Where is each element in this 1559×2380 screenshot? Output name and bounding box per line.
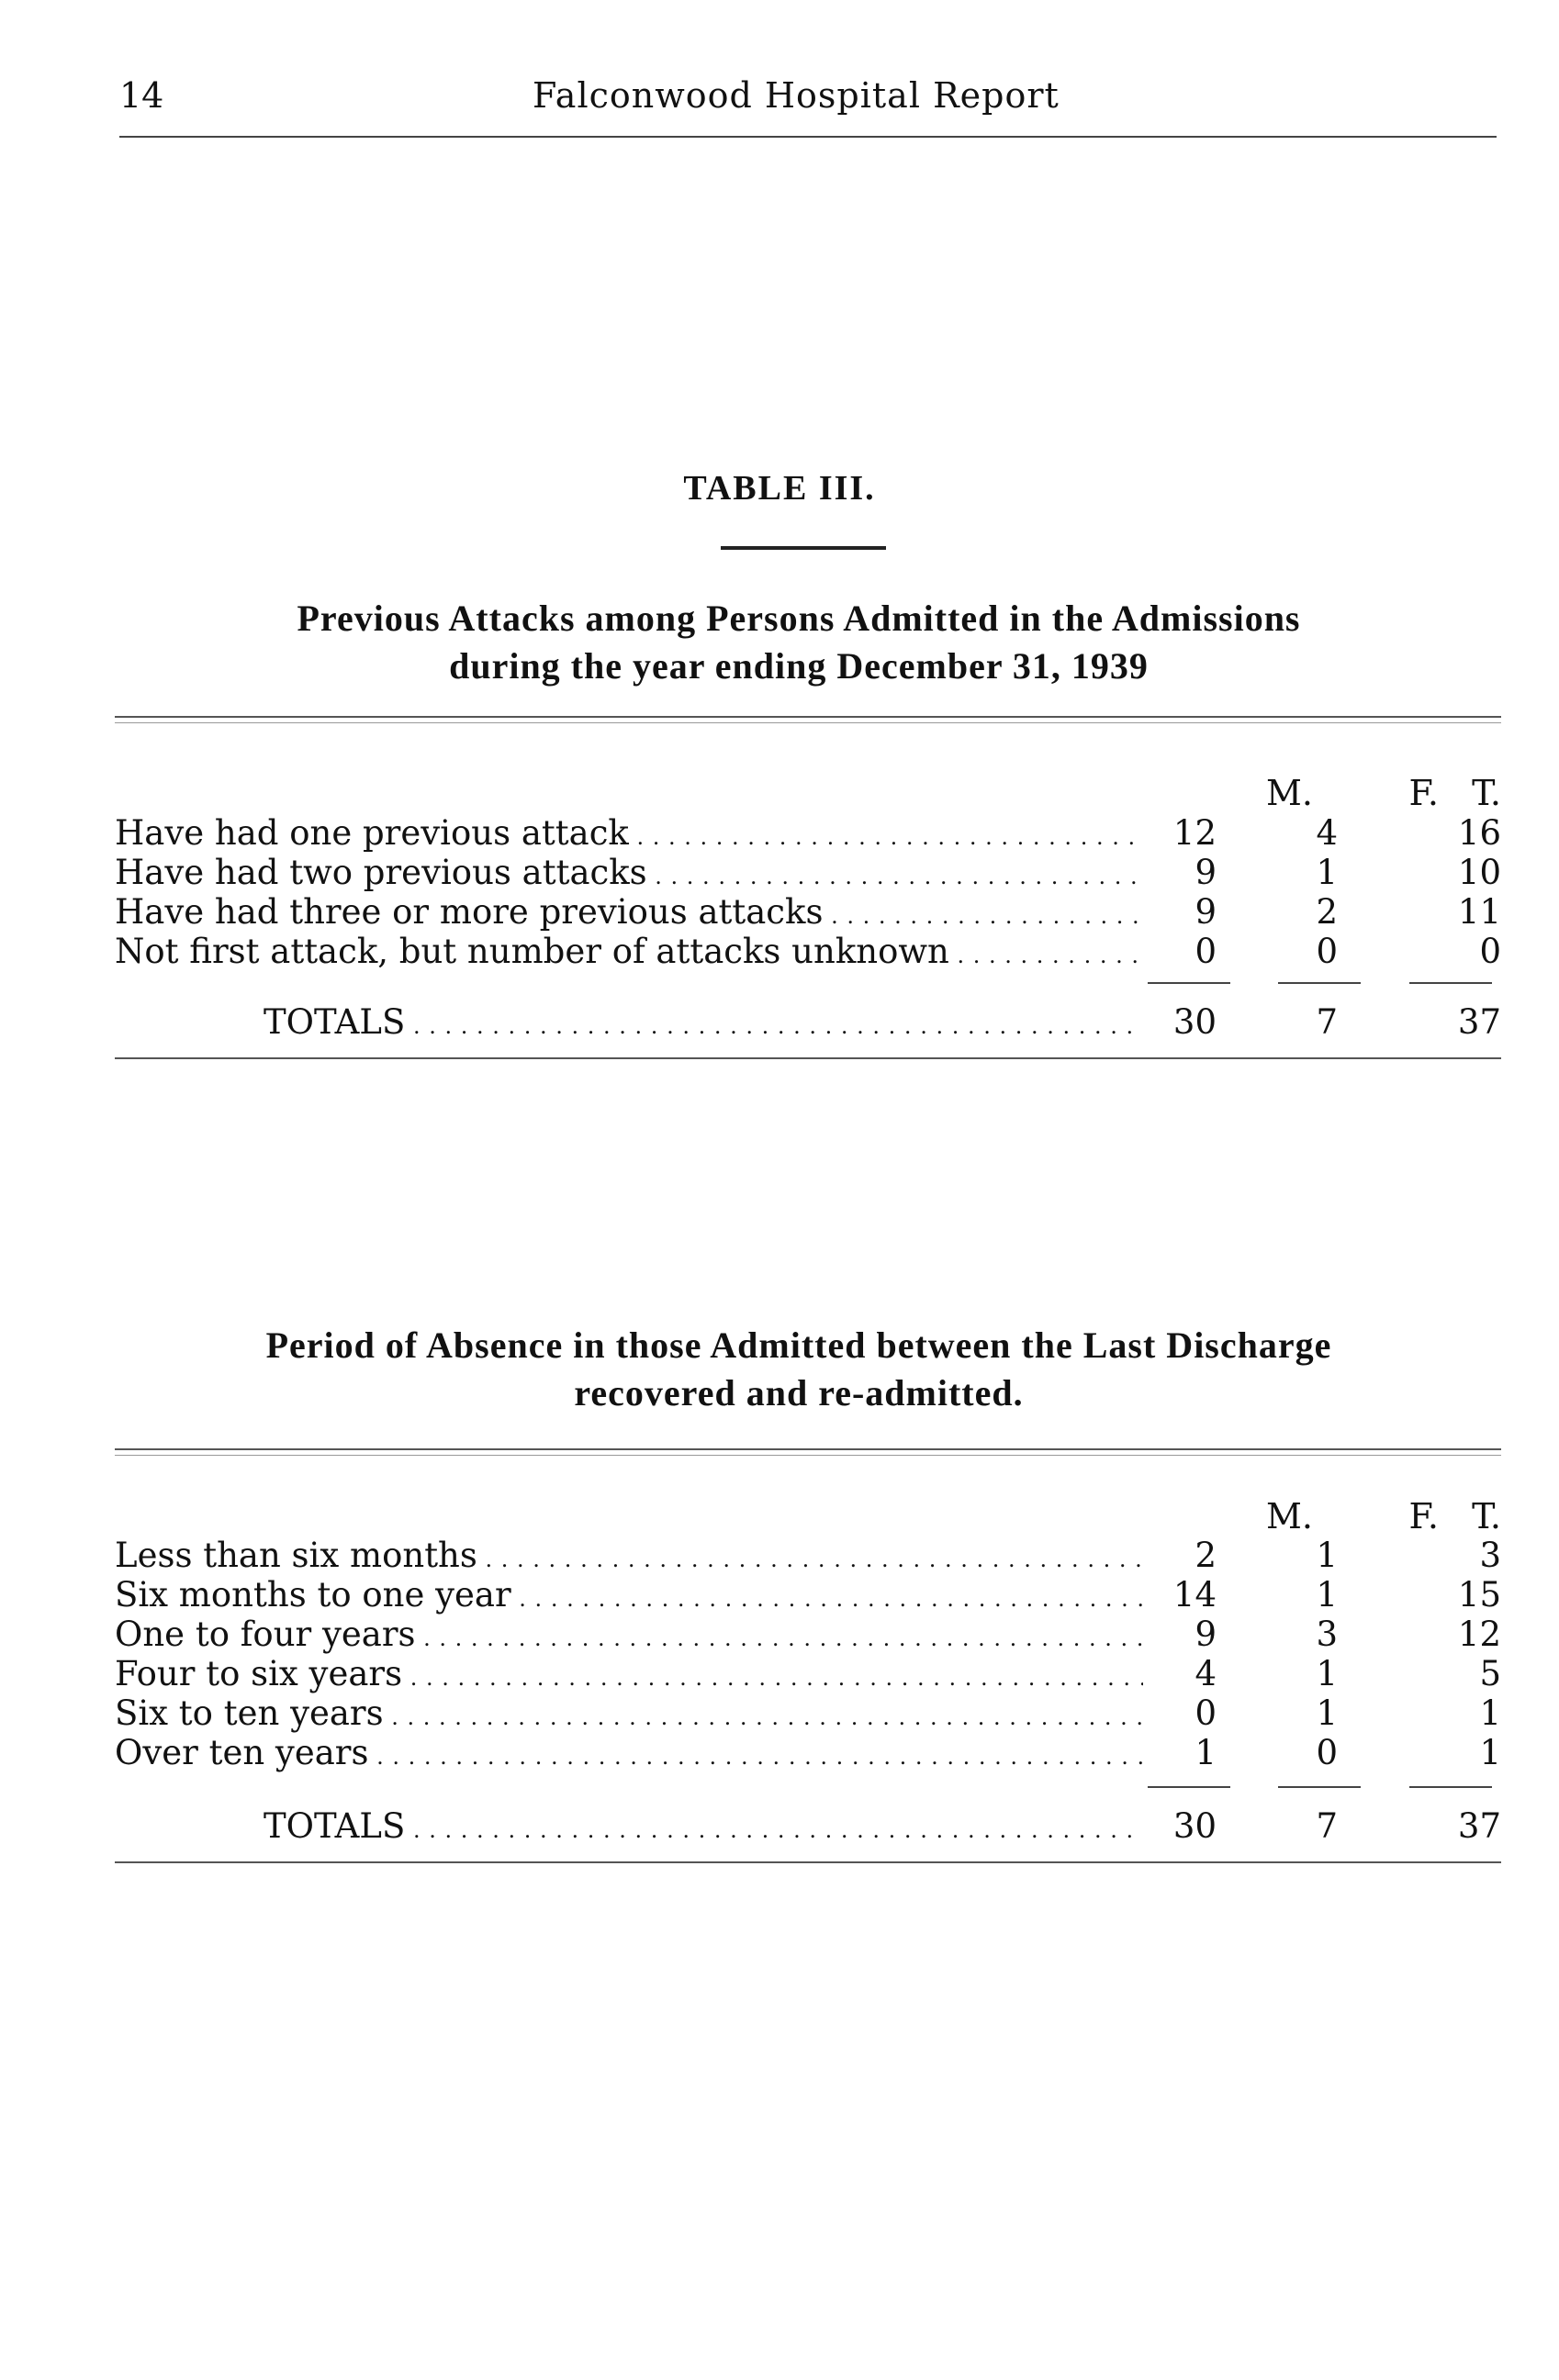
table-row (115, 1733, 1501, 1773)
total-female: 7 (1316, 1002, 1338, 1042)
value-female: 1 (1316, 1654, 1338, 1693)
table-top-rule-secondary (115, 1455, 1501, 1456)
title-rule (721, 546, 886, 550)
value-female: 1 (1316, 1575, 1338, 1615)
value-total: 16 (1457, 813, 1501, 853)
row-label: Have had two previous attacks . . . (115, 853, 1143, 892)
value-female: 0 (1316, 932, 1338, 971)
row-label: Have had one previous attack . . . (115, 813, 1143, 853)
row-label: Six months to one year . . . (115, 1575, 1143, 1615)
table-row (115, 1575, 1501, 1615)
value-male: 2 (1194, 1536, 1217, 1575)
value-total: 3 (1479, 1536, 1501, 1575)
totals-label: TOTALS . . . (115, 1806, 1143, 1846)
value-female: 0 (1316, 1733, 1338, 1772)
row-label: One to four years . . . (115, 1615, 1143, 1654)
value-female: 3 (1316, 1615, 1338, 1654)
value-total: 12 (1457, 1615, 1501, 1654)
value-female: 1 (1316, 853, 1338, 892)
value-total: 0 (1479, 932, 1501, 971)
column-header-total: T. (1472, 773, 1501, 813)
total-male: 30 (1172, 1806, 1217, 1846)
value-total: 10 (1457, 853, 1501, 892)
row-label: Less than six months . . . (115, 1536, 1143, 1575)
value-male: 9 (1194, 1615, 1217, 1654)
totals-label: TOTALS . . . (115, 1002, 1143, 1042)
sum-rule-male (1148, 1786, 1230, 1788)
value-total: 1 (1479, 1693, 1501, 1733)
row-label: Over ten years . . . (115, 1733, 1143, 1772)
total-female: 7 (1316, 1806, 1338, 1846)
table-row (115, 932, 1501, 972)
row-label: Have had three or more previous attacks . . . (115, 892, 1143, 932)
value-total: 11 (1457, 892, 1501, 932)
section1-caption-line1: Previous Attacks among Persons Admitted in the Admissions (297, 598, 1301, 639)
row-label: Four to six years . . . (115, 1654, 1143, 1693)
table-row (115, 1693, 1501, 1734)
sum-rule-female (1278, 982, 1361, 984)
value-male: 1 (1194, 1733, 1217, 1772)
table-top-rule (115, 716, 1501, 718)
section1-caption-line2: during the year ending December 31, 1939 (449, 645, 1149, 687)
sum-rule-male (1148, 982, 1230, 984)
value-female: 1 (1316, 1536, 1338, 1575)
column-header-male: M. (1266, 1496, 1313, 1536)
value-total: 5 (1479, 1654, 1501, 1693)
table-bottom-rule (115, 1861, 1501, 1863)
value-male: 0 (1194, 1693, 1217, 1733)
value-male: 12 (1172, 813, 1217, 853)
value-total: 15 (1457, 1575, 1501, 1615)
total-total: 37 (1457, 1806, 1501, 1846)
sum-rule-female (1278, 1786, 1361, 1788)
table-top-rule-secondary (115, 722, 1501, 723)
section2-caption (165, 1322, 1432, 1417)
total-total: 37 (1457, 1002, 1501, 1042)
section2-caption-line1: Period of Absence in those Admitted between the Last Discharge (265, 1324, 1332, 1366)
table-bottom-rule (115, 1057, 1501, 1059)
running-head (119, 75, 1497, 130)
table-row (115, 813, 1501, 854)
row-label: Not first attack, but number of attacks unknown . . . (115, 932, 1143, 971)
page-number: 14 (119, 75, 164, 116)
totals-row (115, 1002, 1501, 1043)
table-top-rule (115, 1448, 1501, 1450)
section2-caption-line2: recovered and re-admitted. (574, 1372, 1024, 1413)
table-row (115, 1654, 1501, 1694)
sum-rule-total (1409, 982, 1492, 984)
value-male: 0 (1194, 932, 1217, 971)
column-header-male: M. (1266, 773, 1313, 813)
sum-rule-total (1409, 1786, 1492, 1788)
header-rule (119, 136, 1497, 138)
value-total: 1 (1479, 1733, 1501, 1772)
column-header-female: F. (1408, 773, 1439, 813)
column-header-female: F. (1408, 1496, 1439, 1536)
table-row (115, 1536, 1501, 1576)
value-male: 14 (1172, 1575, 1217, 1615)
table-row (115, 1615, 1501, 1655)
table-title: TABLE III. (683, 469, 876, 508)
value-male: 9 (1194, 853, 1217, 892)
row-label: Six to ten years . . . (115, 1693, 1143, 1733)
section1-caption (165, 595, 1432, 690)
value-male: 9 (1194, 892, 1217, 932)
table-row (115, 853, 1501, 893)
value-female: 4 (1316, 813, 1338, 853)
value-female: 1 (1316, 1693, 1338, 1733)
total-male: 30 (1172, 1002, 1217, 1042)
value-male: 4 (1194, 1654, 1217, 1693)
table-row (115, 892, 1501, 933)
running-title: Falconwood Hospital Report (533, 75, 1060, 116)
value-female: 2 (1316, 892, 1338, 932)
column-header-total: T. (1472, 1496, 1501, 1536)
totals-row (115, 1806, 1501, 1847)
